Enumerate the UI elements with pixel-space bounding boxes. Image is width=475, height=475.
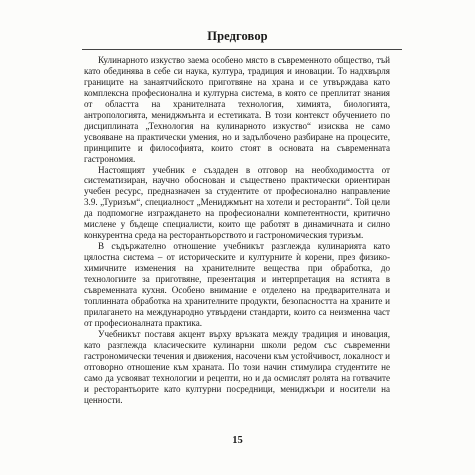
page-number: 15 — [232, 435, 243, 446]
paragraph: В съдържателно отношение учебникът разглежда кулинарията като цялостна система – от историческите и културните ѝ корени, през физико-химичните изменения на хранителните вещества при обработка, до технологиите за приготвяне, презентация и интерпретация на ястията в съвременната кухня. Особено внимание е отделено на предварителната и топлинната обработка на хранителните продукти, безопасността на храните и прилагането на международно утвърдени стандарти, които са неизменна част от професионалната практика. — [84, 241, 390, 328]
title-divider — [82, 49, 402, 50]
paragraph: Учебникът поставя акцент върху връзката между традиция и иновация, като разглежда класическите кулинарни школи редом със съвременни гастрономически течения и движения, насочени към устойчивост, локалност и отговорно отношение към храната. По този начин стимулира студентите не само да усвояват технологии и рецепти, но и да осмислят ролята на готвачите и ресторантьорите като културни посредници, мениджъри и носители на ценности. — [84, 328, 390, 405]
page-title: Предговор — [207, 29, 268, 43]
paragraph: Кулинарното изкуство заема особено място в съвременното общество, тъй като обединява в себе си наука, култура, традиция и иновации. То надхвърля границите на занаятчийското приготвяне на храна и се утвърждава като комплексна професионална и културна система, в която се преплитат знания от областта на хранителната технология, химията, биологията, антропологията, мениджмънта и естетиката. В този контекст обучението по дисциплината „Технология на кулинарното изкуство“ изисква не само усвояване на практически умения, но и задълбочено разбиране на процесите, принципите и философията, които стоят в основата на съвременната гастрономия. — [84, 55, 390, 164]
paragraph: Настоящият учебник е създаден в отговор на необходимостта от систематизиран, научно обоснован и съществено практически ориентиран учебен ресурс, предназначен за студентите от професионално направление 3.9. „Туризъм“, специалност „Мениджмънт на хотели и ресторанти“. Той цели да подпомогне изграждането на професионални компетентности, критично мислене у бъдеще специалисти, които ще работят в динамичната и силно конкурентна среда на ресторантьорството и гастрономическия туризъм. — [84, 164, 390, 241]
body-text — [84, 55, 390, 406]
